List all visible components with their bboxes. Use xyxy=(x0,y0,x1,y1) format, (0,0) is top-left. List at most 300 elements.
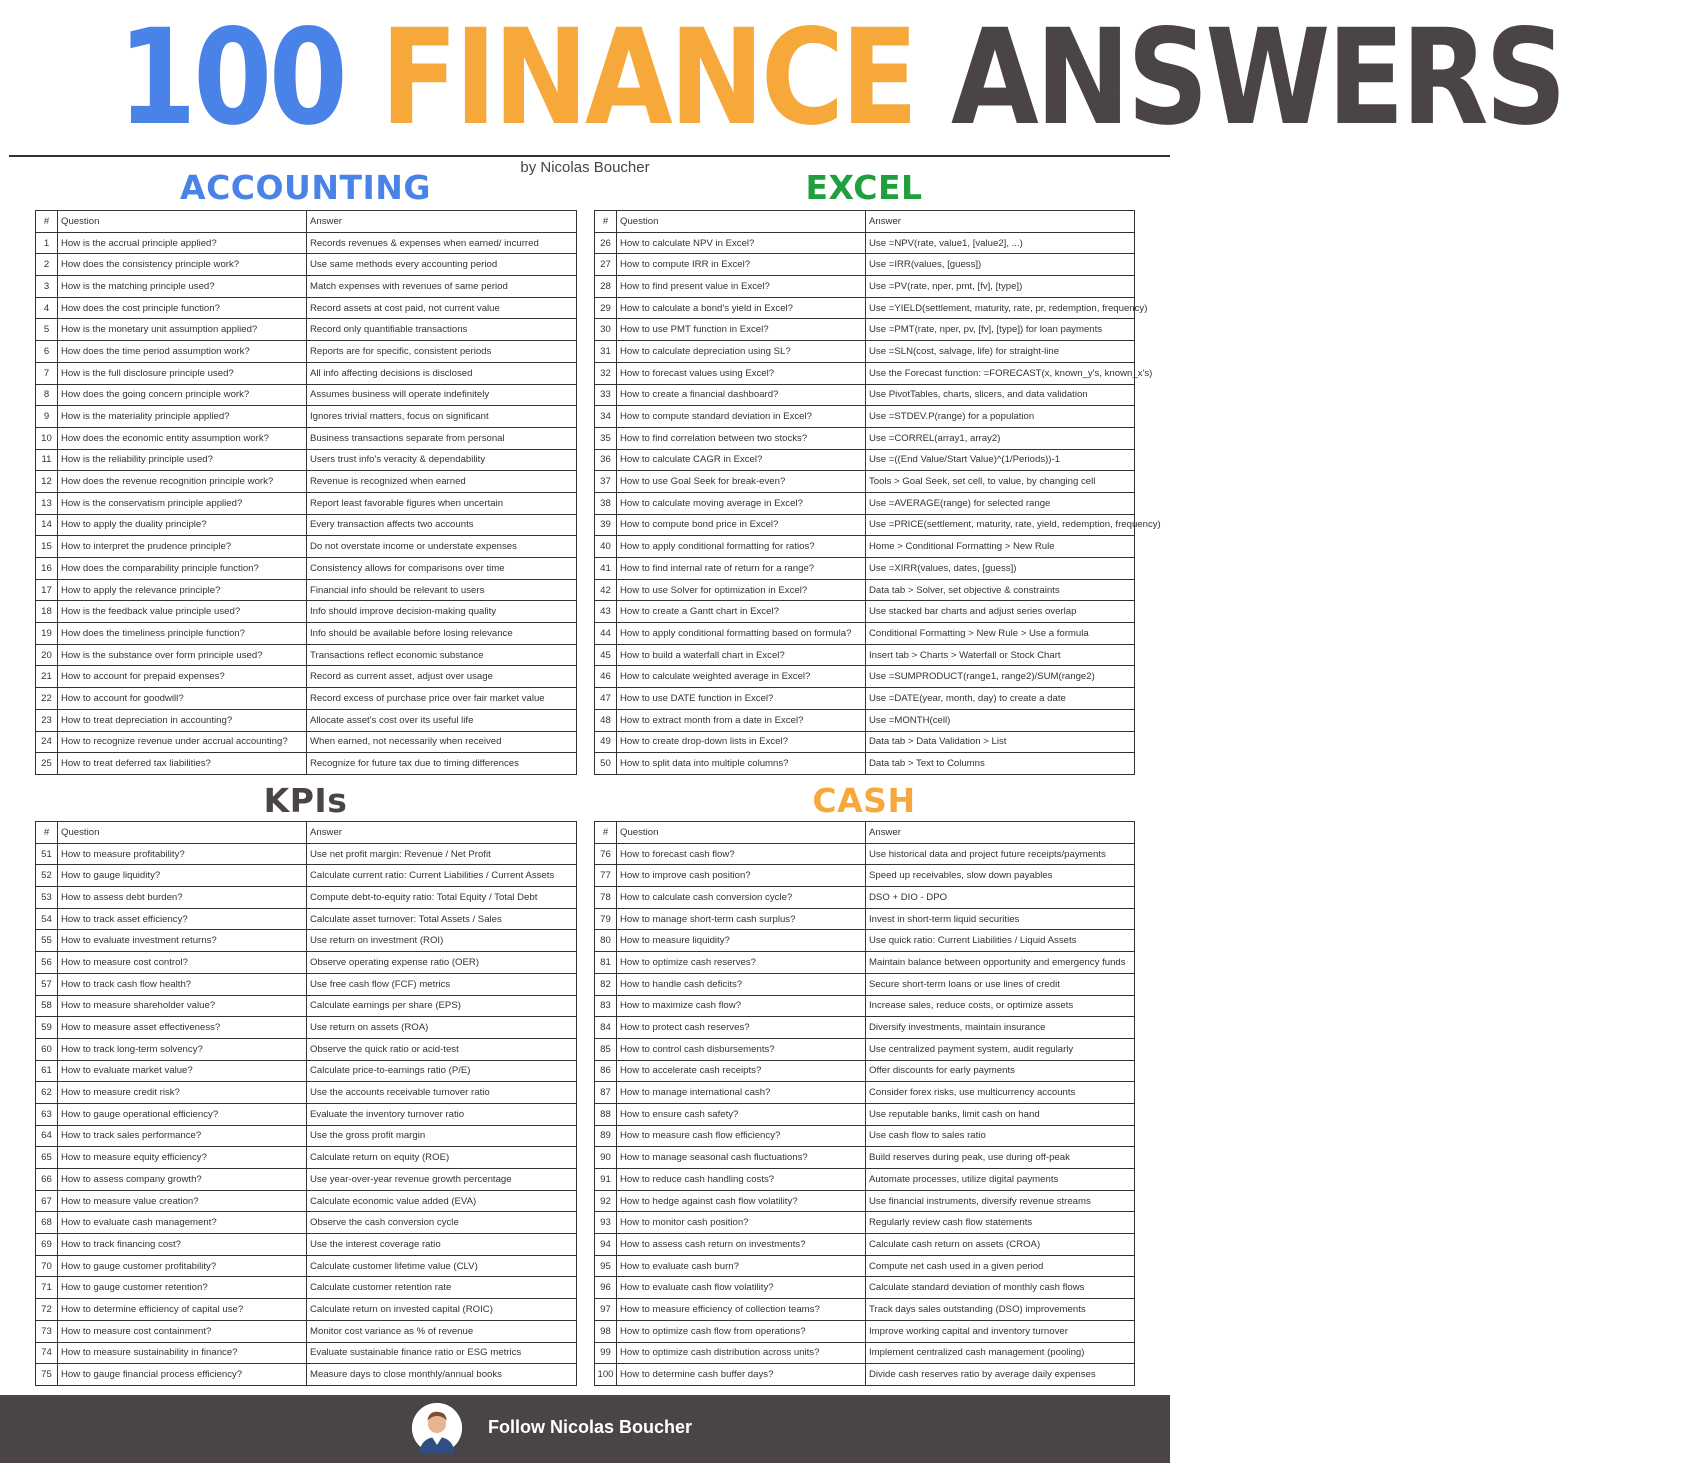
question-cell: How to measure credit risk? xyxy=(58,1082,307,1104)
row-number: 66 xyxy=(36,1169,58,1191)
row-number: 18 xyxy=(36,601,58,623)
question-cell: How to assess cash return on investments? xyxy=(617,1234,866,1256)
table-row xyxy=(36,688,577,710)
answer-cell: Allocate asset's cost over its useful life xyxy=(307,709,577,731)
table-row xyxy=(36,1342,577,1364)
question-cell: How to gauge financial process efficiency? xyxy=(58,1364,307,1386)
question-cell: How does the comparability principle function? xyxy=(58,558,307,580)
table-row xyxy=(36,406,577,428)
answer-cell: DSO + DIO - DPO xyxy=(866,887,1135,909)
table-row xyxy=(595,449,1135,471)
column-header-question: Question xyxy=(617,211,866,233)
answer-cell: Insert tab > Charts > Waterfall or Stock Chart xyxy=(866,644,1135,666)
table-header-row xyxy=(595,211,1135,233)
answer-cell: Revenue is recognized when earned xyxy=(307,471,577,493)
table-row xyxy=(36,1277,577,1299)
row-number: 94 xyxy=(595,1234,617,1256)
byline: by Nicolas Boucher xyxy=(520,159,650,176)
answer-cell: Calculate standard deviation of monthly cash flows xyxy=(866,1277,1135,1299)
column-header-number: # xyxy=(595,211,617,233)
answer-cell: Use stacked bar charts and adjust series overlap xyxy=(866,601,1135,623)
answer-cell: Observe the quick ratio or acid-test xyxy=(307,1038,577,1060)
table-row xyxy=(36,1212,577,1234)
answer-cell: Info should be available before losing relevance xyxy=(307,623,577,645)
row-number: 97 xyxy=(595,1299,617,1321)
answer-cell: Use =PMT(rate, nper, pv, [fv], [type]) for loan payments xyxy=(866,319,1135,341)
accounting-table xyxy=(35,210,577,775)
question-cell: How to evaluate market value? xyxy=(58,1060,307,1082)
table-row xyxy=(595,1364,1135,1386)
follow-link[interactable]: Follow Nicolas Boucher xyxy=(488,1417,693,1437)
question-cell: How to measure cost control? xyxy=(58,952,307,974)
row-number: 8 xyxy=(36,384,58,406)
question-cell: How to find correlation between two stocks? xyxy=(617,427,866,449)
question-cell: How to assess debt burden? xyxy=(58,887,307,909)
row-number: 85 xyxy=(595,1038,617,1060)
question-cell: How to gauge liquidity? xyxy=(58,865,307,887)
table-row xyxy=(36,666,577,688)
table-row xyxy=(595,558,1135,580)
question-cell: How to manage international cash? xyxy=(617,1082,866,1104)
answer-cell: Do not overstate income or understate expenses xyxy=(307,536,577,558)
answer-cell: Use =MONTH(cell) xyxy=(866,709,1135,731)
row-number: 74 xyxy=(36,1342,58,1364)
row-number: 96 xyxy=(595,1277,617,1299)
question-cell: How is the feedback value principle used? xyxy=(58,601,307,623)
question-cell: How does the economic entity assumption work? xyxy=(58,427,307,449)
row-number: 78 xyxy=(595,887,617,909)
table-row xyxy=(36,1125,577,1147)
answer-cell: Use same methods every accounting period xyxy=(307,254,577,276)
column-header-answer: Answer xyxy=(307,822,577,844)
question-cell: How to manage seasonal cash fluctuations? xyxy=(617,1147,866,1169)
table-row xyxy=(595,1125,1135,1147)
question-cell: How to measure cost containment? xyxy=(58,1320,307,1342)
footer-bar xyxy=(0,1395,1170,1463)
table-row xyxy=(595,232,1135,254)
row-number: 65 xyxy=(36,1147,58,1169)
answer-cell: Use free cash flow (FCF) metrics xyxy=(307,973,577,995)
row-number: 89 xyxy=(595,1125,617,1147)
row-number: 35 xyxy=(595,427,617,449)
table-row xyxy=(36,362,577,384)
table-row xyxy=(36,492,577,514)
table-header-row xyxy=(36,822,577,844)
row-number: 29 xyxy=(595,297,617,319)
table-row xyxy=(36,579,577,601)
question-cell: How to hedge against cash flow volatility? xyxy=(617,1190,866,1212)
table-row xyxy=(36,601,577,623)
question-cell: How is the substance over form principle used? xyxy=(58,644,307,666)
table-row xyxy=(595,384,1135,406)
column-header-question: Question xyxy=(58,211,307,233)
row-number: 82 xyxy=(595,973,617,995)
row-number: 92 xyxy=(595,1190,617,1212)
row-number: 60 xyxy=(36,1038,58,1060)
answer-cell: Tools > Goal Seek, set cell, to value, by changing cell xyxy=(866,471,1135,493)
question-cell: How to measure asset effectiveness? xyxy=(58,1017,307,1039)
answer-cell: Calculate customer lifetime value (CLV) xyxy=(307,1255,577,1277)
cash-table xyxy=(594,821,1135,1386)
row-number: 69 xyxy=(36,1234,58,1256)
answer-cell: All info affecting decisions is disclosed xyxy=(307,362,577,384)
answer-cell: Implement centralized cash management (pooling) xyxy=(866,1342,1135,1364)
answer-cell: Consider forex risks, use multicurrency accounts xyxy=(866,1082,1135,1104)
row-number: 20 xyxy=(36,644,58,666)
question-cell: How to measure efficiency of collection teams? xyxy=(617,1299,866,1321)
row-number: 80 xyxy=(595,930,617,952)
answer-cell: Use =((End Value/Start Value)^(1/Periods))-1 xyxy=(866,449,1135,471)
row-number: 76 xyxy=(595,843,617,865)
question-cell: How to create a financial dashboard? xyxy=(617,384,866,406)
answer-cell: Record assets at cost paid, not current value xyxy=(307,297,577,319)
answer-cell: Speed up receivables, slow down payables xyxy=(866,865,1135,887)
row-number: 75 xyxy=(36,1364,58,1386)
row-number: 5 xyxy=(36,319,58,341)
row-number: 25 xyxy=(36,753,58,775)
row-number: 23 xyxy=(36,709,58,731)
question-cell: How to build a waterfall chart in Excel? xyxy=(617,644,866,666)
row-number: 54 xyxy=(36,908,58,930)
table-header-row xyxy=(36,211,577,233)
column-header-number: # xyxy=(595,822,617,844)
question-cell: How to forecast values using Excel? xyxy=(617,362,866,384)
row-number: 71 xyxy=(36,1277,58,1299)
answer-cell: Use =STDEV.P(range) for a population xyxy=(866,406,1135,428)
table-row xyxy=(36,709,577,731)
question-cell: How to calculate weighted average in Excel? xyxy=(617,666,866,688)
answer-cell: Calculate price-to-earnings ratio (P/E) xyxy=(307,1060,577,1082)
question-cell: How to account for prepaid expenses? xyxy=(58,666,307,688)
answer-cell: Increase sales, reduce costs, or optimize assets xyxy=(866,995,1135,1017)
page-title xyxy=(0,1,1564,155)
question-cell: How to track long-term solvency? xyxy=(58,1038,307,1060)
answer-cell: Use =AVERAGE(range) for selected range xyxy=(866,492,1135,514)
table-row xyxy=(36,254,577,276)
column-header-question: Question xyxy=(58,822,307,844)
question-cell: How to evaluate cash flow volatility? xyxy=(617,1277,866,1299)
table-row xyxy=(36,449,577,471)
kpis-table xyxy=(35,821,577,1386)
table-row xyxy=(595,1038,1135,1060)
question-cell: How to gauge customer profitability? xyxy=(58,1255,307,1277)
row-number: 28 xyxy=(595,276,617,298)
table-row xyxy=(595,1190,1135,1212)
row-number: 14 xyxy=(36,514,58,536)
answer-cell: Use =NPV(rate, value1, [value2], ...) xyxy=(866,232,1135,254)
question-cell: How to account for goodwill? xyxy=(58,688,307,710)
table-row xyxy=(36,753,577,775)
question-cell: How does the consistency principle work? xyxy=(58,254,307,276)
answer-cell: Use the gross profit margin xyxy=(307,1125,577,1147)
table-row xyxy=(36,973,577,995)
answer-cell: Calculate economic value added (EVA) xyxy=(307,1190,577,1212)
table-row xyxy=(595,973,1135,995)
question-cell: How does the timeliness principle function? xyxy=(58,623,307,645)
title-word-finance: FINANCE xyxy=(380,1,915,155)
table-row xyxy=(36,232,577,254)
table-row xyxy=(36,908,577,930)
answer-cell: Use the Forecast function: =FORECAST(x, known_y's, known_x's) xyxy=(866,362,1135,384)
answer-cell: Use return on assets (ROA) xyxy=(307,1017,577,1039)
question-cell: How to apply conditional formatting for ratios? xyxy=(617,536,866,558)
answer-cell: Build reserves during peak, use during off-peak xyxy=(866,1147,1135,1169)
row-number: 15 xyxy=(36,536,58,558)
row-number: 4 xyxy=(36,297,58,319)
table-row xyxy=(595,579,1135,601)
table-row xyxy=(595,514,1135,536)
table-row xyxy=(595,930,1135,952)
row-number: 7 xyxy=(36,362,58,384)
row-number: 16 xyxy=(36,558,58,580)
table-header-row xyxy=(595,822,1135,844)
table-row xyxy=(595,1082,1135,1104)
question-cell: How to treat depreciation in accounting? xyxy=(58,709,307,731)
answer-cell: Use net profit margin: Revenue / Net Profit xyxy=(307,843,577,865)
table-row xyxy=(595,709,1135,731)
row-number: 6 xyxy=(36,341,58,363)
row-number: 42 xyxy=(595,579,617,601)
row-number: 37 xyxy=(595,471,617,493)
answer-cell: Users trust info's veracity & dependability xyxy=(307,449,577,471)
table-row xyxy=(36,865,577,887)
row-number: 57 xyxy=(36,973,58,995)
row-number: 83 xyxy=(595,995,617,1017)
table-row xyxy=(595,666,1135,688)
row-number: 9 xyxy=(36,406,58,428)
table-row xyxy=(36,843,577,865)
section-title-excel: EXCEL xyxy=(805,168,923,207)
table-row xyxy=(36,1038,577,1060)
question-cell: How to calculate moving average in Excel? xyxy=(617,492,866,514)
table-row xyxy=(36,887,577,909)
table-row xyxy=(595,887,1135,909)
table-row xyxy=(36,1255,577,1277)
question-cell: How does the cost principle function? xyxy=(58,297,307,319)
row-number: 32 xyxy=(595,362,617,384)
question-cell: How to create drop-down lists in Excel? xyxy=(617,731,866,753)
answer-cell: Regularly review cash flow statements xyxy=(866,1212,1135,1234)
table-row xyxy=(595,427,1135,449)
answer-cell: Records revenues & expenses when earned/ incurred xyxy=(307,232,577,254)
table-row xyxy=(595,297,1135,319)
answer-cell: Compute net cash used in a given period xyxy=(866,1255,1135,1277)
row-number: 48 xyxy=(595,709,617,731)
table-row xyxy=(36,995,577,1017)
column-header-answer: Answer xyxy=(866,211,1135,233)
table-row xyxy=(595,1017,1135,1039)
answer-cell: Use reputable banks, limit cash on hand xyxy=(866,1103,1135,1125)
table-row xyxy=(595,995,1135,1017)
table-row xyxy=(595,644,1135,666)
table-row xyxy=(595,254,1135,276)
row-number: 90 xyxy=(595,1147,617,1169)
table-row xyxy=(595,908,1135,930)
question-cell: How is the full disclosure principle used? xyxy=(58,362,307,384)
row-number: 22 xyxy=(36,688,58,710)
question-cell: How to gauge customer retention? xyxy=(58,1277,307,1299)
answer-cell: Record as current asset, adjust over usage xyxy=(307,666,577,688)
answer-cell: Measure days to close monthly/annual books xyxy=(307,1364,577,1386)
answer-cell: Evaluate the inventory turnover ratio xyxy=(307,1103,577,1125)
row-number: 45 xyxy=(595,644,617,666)
question-cell: How to apply the duality principle? xyxy=(58,514,307,536)
question-cell: How to interpret the prudence principle? xyxy=(58,536,307,558)
table-row xyxy=(36,1103,577,1125)
question-cell: How to measure cash flow efficiency? xyxy=(617,1125,866,1147)
question-cell: How is the matching principle used? xyxy=(58,276,307,298)
table-row xyxy=(595,1299,1135,1321)
row-number: 68 xyxy=(36,1212,58,1234)
table-row xyxy=(36,1017,577,1039)
row-number: 44 xyxy=(595,623,617,645)
question-cell: How to forecast cash flow? xyxy=(617,843,866,865)
row-number: 43 xyxy=(595,601,617,623)
row-number: 56 xyxy=(36,952,58,974)
table-row xyxy=(36,1169,577,1191)
question-cell: How to measure value creation? xyxy=(58,1190,307,1212)
answer-cell: Use quick ratio: Current Liabilities / Liquid Assets xyxy=(866,930,1135,952)
row-number: 12 xyxy=(36,471,58,493)
answer-cell: Compute debt-to-equity ratio: Total Equity / Total Debt xyxy=(307,887,577,909)
question-cell: How to track financing cost? xyxy=(58,1234,307,1256)
row-number: 47 xyxy=(595,688,617,710)
table-row xyxy=(36,952,577,974)
answer-cell: Use =YIELD(settlement, maturity, rate, pr, redemption, frequency) xyxy=(866,297,1135,319)
question-cell: How to treat deferred tax liabilities? xyxy=(58,753,307,775)
table-row xyxy=(595,601,1135,623)
question-cell: How to assess company growth? xyxy=(58,1169,307,1191)
question-cell: How does the revenue recognition principle work? xyxy=(58,471,307,493)
table-row xyxy=(595,362,1135,384)
answer-cell: Record excess of purchase price over fair market value xyxy=(307,688,577,710)
table-row xyxy=(36,1234,577,1256)
question-cell: How to determine cash buffer days? xyxy=(617,1364,866,1386)
answer-cell: Maintain balance between opportunity and emergency funds xyxy=(866,952,1135,974)
row-number: 51 xyxy=(36,843,58,865)
question-cell: How to compute standard deviation in Excel? xyxy=(617,406,866,428)
question-cell: How to find present value in Excel? xyxy=(617,276,866,298)
row-number: 63 xyxy=(36,1103,58,1125)
answer-cell: Assumes business will operate indefinitely xyxy=(307,384,577,406)
row-number: 34 xyxy=(595,406,617,428)
table-row xyxy=(36,427,577,449)
answer-cell: Record only quantifiable transactions xyxy=(307,319,577,341)
row-number: 1 xyxy=(36,232,58,254)
question-cell: How to measure shareholder value? xyxy=(58,995,307,1017)
answer-cell: Automate processes, utilize digital payments xyxy=(866,1169,1135,1191)
question-cell: How to compute IRR in Excel? xyxy=(617,254,866,276)
row-number: 49 xyxy=(595,731,617,753)
row-number: 21 xyxy=(36,666,58,688)
row-number: 98 xyxy=(595,1320,617,1342)
answer-cell: Use =XIRR(values, dates, [guess]) xyxy=(866,558,1135,580)
table-row xyxy=(36,384,577,406)
question-cell: How to manage short-term cash surplus? xyxy=(617,908,866,930)
row-number: 52 xyxy=(36,865,58,887)
row-number: 87 xyxy=(595,1082,617,1104)
row-number: 19 xyxy=(36,623,58,645)
answer-cell: Calculate return on invested capital (ROIC) xyxy=(307,1299,577,1321)
question-cell: How to use PMT function in Excel? xyxy=(617,319,866,341)
answer-cell: Improve working capital and inventory turnover xyxy=(866,1320,1135,1342)
row-number: 81 xyxy=(595,952,617,974)
answer-cell: When earned, not necessarily when received xyxy=(307,731,577,753)
question-cell: How to calculate depreciation using SL? xyxy=(617,341,866,363)
section-title-kpis: KPIs xyxy=(263,781,348,820)
question-cell: How to apply the relevance principle? xyxy=(58,579,307,601)
row-number: 70 xyxy=(36,1255,58,1277)
row-number: 100 xyxy=(595,1364,617,1386)
row-number: 38 xyxy=(595,492,617,514)
row-number: 73 xyxy=(36,1320,58,1342)
answer-cell: Track days sales outstanding (DSO) improvements xyxy=(866,1299,1135,1321)
answer-cell: Transactions reflect economic substance xyxy=(307,644,577,666)
column-header-number: # xyxy=(36,211,58,233)
table-row xyxy=(595,731,1135,753)
answer-cell: Calculate earnings per share (EPS) xyxy=(307,995,577,1017)
row-number: 95 xyxy=(595,1255,617,1277)
answer-cell: Use centralized payment system, audit regularly xyxy=(866,1038,1135,1060)
answer-cell: Match expenses with revenues of same period xyxy=(307,276,577,298)
table-row xyxy=(36,1082,577,1104)
question-cell: How does the going concern principle work? xyxy=(58,384,307,406)
table-row xyxy=(595,1320,1135,1342)
table-row xyxy=(595,471,1135,493)
row-number: 62 xyxy=(36,1082,58,1104)
person-avatar-icon[interactable] xyxy=(412,1403,462,1453)
table-row xyxy=(595,952,1135,974)
answer-cell: Info should improve decision-making quality xyxy=(307,601,577,623)
table-row xyxy=(595,865,1135,887)
answer-cell: Offer discounts for early payments xyxy=(866,1060,1135,1082)
row-number: 99 xyxy=(595,1342,617,1364)
table-row xyxy=(595,1212,1135,1234)
table-row xyxy=(36,514,577,536)
answer-cell: Calculate customer retention rate xyxy=(307,1277,577,1299)
row-number: 67 xyxy=(36,1190,58,1212)
answer-cell: Use =SLN(cost, salvage, life) for straight-line xyxy=(866,341,1135,363)
answer-cell: Use the interest coverage ratio xyxy=(307,1234,577,1256)
table-row xyxy=(36,1299,577,1321)
question-cell: How to evaluate cash burn? xyxy=(617,1255,866,1277)
table-row xyxy=(595,1060,1135,1082)
answer-cell: Consistency allows for comparisons over time xyxy=(307,558,577,580)
question-cell: How to find internal rate of return for a range? xyxy=(617,558,866,580)
table-row xyxy=(595,1255,1135,1277)
table-row xyxy=(595,406,1135,428)
row-number: 2 xyxy=(36,254,58,276)
column-header-answer: Answer xyxy=(866,822,1135,844)
column-header-question: Question xyxy=(617,822,866,844)
table-row xyxy=(36,930,577,952)
question-cell: How to split data into multiple columns? xyxy=(617,753,866,775)
answer-cell: Financial info should be relevant to users xyxy=(307,579,577,601)
answer-cell: Use cash flow to sales ratio xyxy=(866,1125,1135,1147)
table-row xyxy=(36,319,577,341)
table-row xyxy=(595,1342,1135,1364)
answer-cell: Use =PV(rate, nper, pmt, [fv], [type]) xyxy=(866,276,1135,298)
title-number: 100 xyxy=(117,1,345,155)
header-divider xyxy=(9,155,1170,157)
row-number: 88 xyxy=(595,1103,617,1125)
row-number: 59 xyxy=(36,1017,58,1039)
answer-cell: Reports are for specific, consistent periods xyxy=(307,341,577,363)
table-row xyxy=(595,843,1135,865)
table-row xyxy=(595,1147,1135,1169)
question-cell: How is the materiality principle applied? xyxy=(58,406,307,428)
row-number: 26 xyxy=(595,232,617,254)
